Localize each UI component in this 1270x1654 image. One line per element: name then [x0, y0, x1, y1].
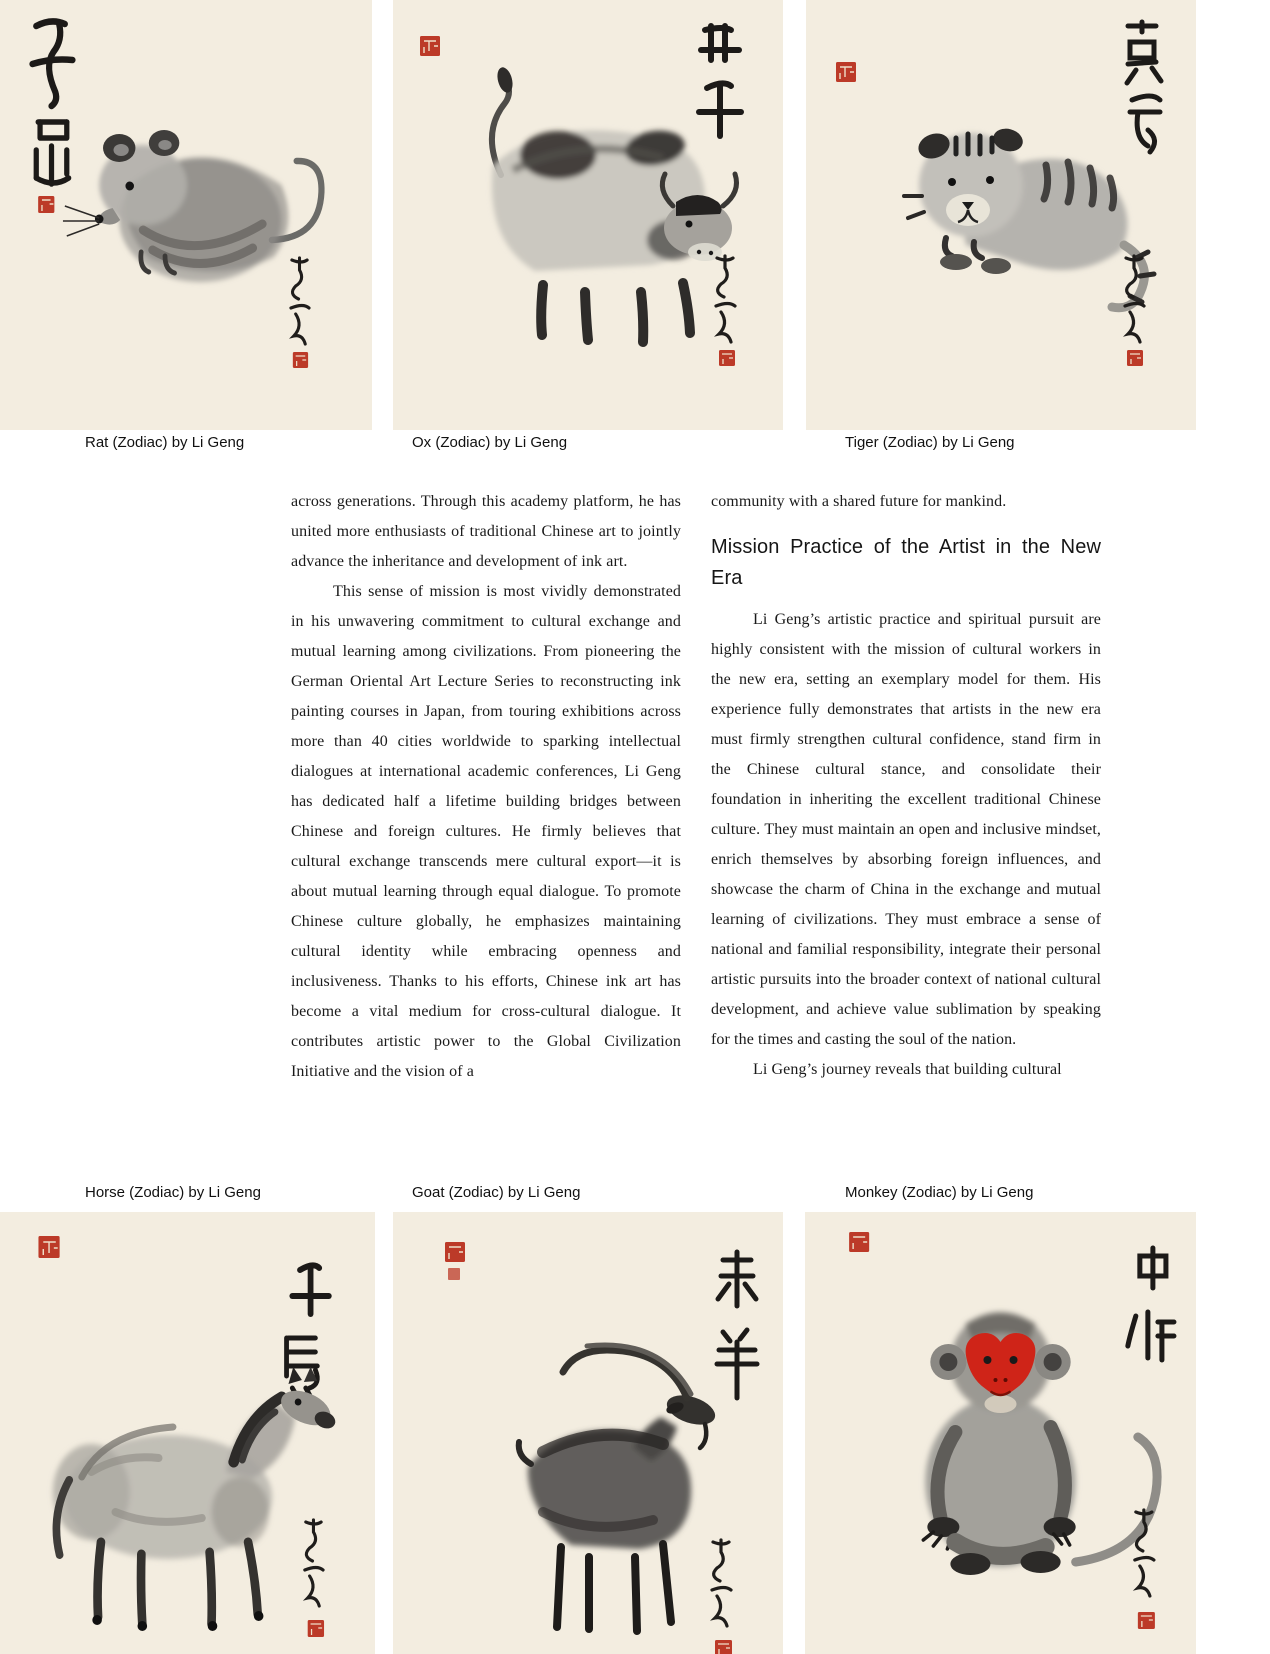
monkey-illustration	[923, 1312, 1157, 1575]
zodiac-calligraphy-icon	[32, 21, 72, 184]
caption-goat: Goat (Zodiac) by Li Geng	[412, 1184, 581, 1201]
rat-illustration	[63, 130, 322, 282]
body-paragraph: Li Geng’s journey reveals that building cultural	[753, 1061, 1062, 1078]
caption-tiger: Tiger (Zodiac) by Li Geng	[845, 434, 1015, 451]
caption-horse: Horse (Zodiac) by Li Geng	[85, 1184, 261, 1201]
signature-icon	[305, 1520, 323, 1606]
article-right-column	[711, 487, 1101, 1085]
rat-ink-painting-icon	[0, 0, 372, 430]
horse-illustration	[53, 1367, 338, 1631]
artist-seal-icon	[420, 36, 440, 56]
painting-tiger	[806, 0, 1196, 430]
section-heading: Mission Practice of the Artist in the New Era	[711, 536, 1101, 589]
artist-seal-icon	[38, 1236, 59, 1258]
signature-seal-icon	[308, 1620, 324, 1637]
painting-goat	[393, 1212, 783, 1654]
signature-seal-icon	[715, 1640, 732, 1654]
painting-rat	[0, 0, 372, 430]
body-paragraph: Li Geng’s artistic practice and spiritual pursuit are highly consistent with the mission of cultural workers in the new era, setting an exemplary model for them. His experience fully demonstrates that artists in the new era must firmly strengthen cultural confidence, stand firm in the Chinese cultural stance, and consolidate their foundation in inheriting the excellent traditional Chinese culture. They must maintain an open and inclusive mindset, enrich themselves by absorbing foreign influences, and showcase the charm of China in the exchange and mutual learning of civilizations. They must embrace a sense of national and familial responsibility, integrate their personal artistic pursuits into the broader context of national cultural development, and achieve value sublimation by speaking for the times and casting the soul of the nation.	[711, 611, 1101, 1048]
zodiac-calligraphy-icon	[699, 26, 741, 136]
signature-seal-icon	[719, 350, 735, 366]
article-left-column	[291, 487, 681, 1087]
body-paragraph: across generations. Through this academy platform, he has united more enthusiasts of traditional Chinese art to jointly advance the inheritance and development of ink art.	[291, 493, 681, 570]
caption-monkey: Monkey (Zodiac) by Li Geng	[845, 1184, 1034, 1201]
artist-seal-icon	[849, 1232, 869, 1252]
signature-icon	[291, 258, 309, 344]
artist-seal-icon	[836, 62, 856, 82]
ox-ink-painting-icon	[393, 0, 783, 430]
tiger-ink-painting-icon	[806, 0, 1196, 430]
tiger-illustration	[904, 125, 1154, 307]
zodiac-calligraphy-icon	[1128, 1248, 1174, 1360]
artist-seal-icon	[445, 1242, 465, 1280]
signature-icon	[712, 1540, 731, 1626]
goat-ink-painting-icon	[393, 1212, 783, 1654]
signature-icon	[1135, 1510, 1154, 1596]
caption-ox: Ox (Zodiac) by Li Geng	[412, 434, 568, 451]
signature-seal-icon	[293, 352, 308, 368]
ox-illustration	[492, 66, 737, 342]
signature-seal-icon	[1127, 350, 1143, 366]
painting-ox	[393, 0, 783, 430]
body-paragraph: This sense of mission is most vividly demonstrated in his unwavering commitment to cultural exchange and mutual learning among civilizations. From pioneering the German Oriental Art Lecture Series to reconstructing ink painting courses in Japan, from touring exhibitions across more than 40 cities worldwide to sparking intellectual dialogues at international academic conferences, Li Geng has dedicated half a lifetime building bridges between Chinese and foreign cultures. He firmly believes that cultural exchange transcends mere cultural export—it is about mutual learning through equal dialogue. To promote Chinese culture globally, he emphasizes maintaining cultural identity while embracing openness and inclusiveness. Thanks to his efforts, Chinese ink art has become a vital medium for cross-cultural dialogue. It contributes artistic power to the Global Civilization Initiative and the vision of a	[291, 583, 681, 1080]
artist-seal-icon	[38, 196, 54, 213]
caption-rat: Rat (Zodiac) by Li Geng	[85, 434, 245, 451]
body-paragraph: community with a shared future for mankind.	[711, 493, 1007, 510]
goat-illustration	[519, 1345, 719, 1631]
monkey-ink-painting-icon	[805, 1212, 1196, 1654]
signature-seal-icon	[1138, 1612, 1155, 1629]
painting-horse	[0, 1212, 375, 1654]
zodiac-calligraphy-icon	[717, 1252, 757, 1398]
horse-ink-painting-icon	[0, 1212, 375, 1654]
zodiac-calligraphy-icon	[1127, 22, 1161, 152]
painting-monkey	[805, 1212, 1196, 1654]
signature-icon	[716, 256, 735, 342]
